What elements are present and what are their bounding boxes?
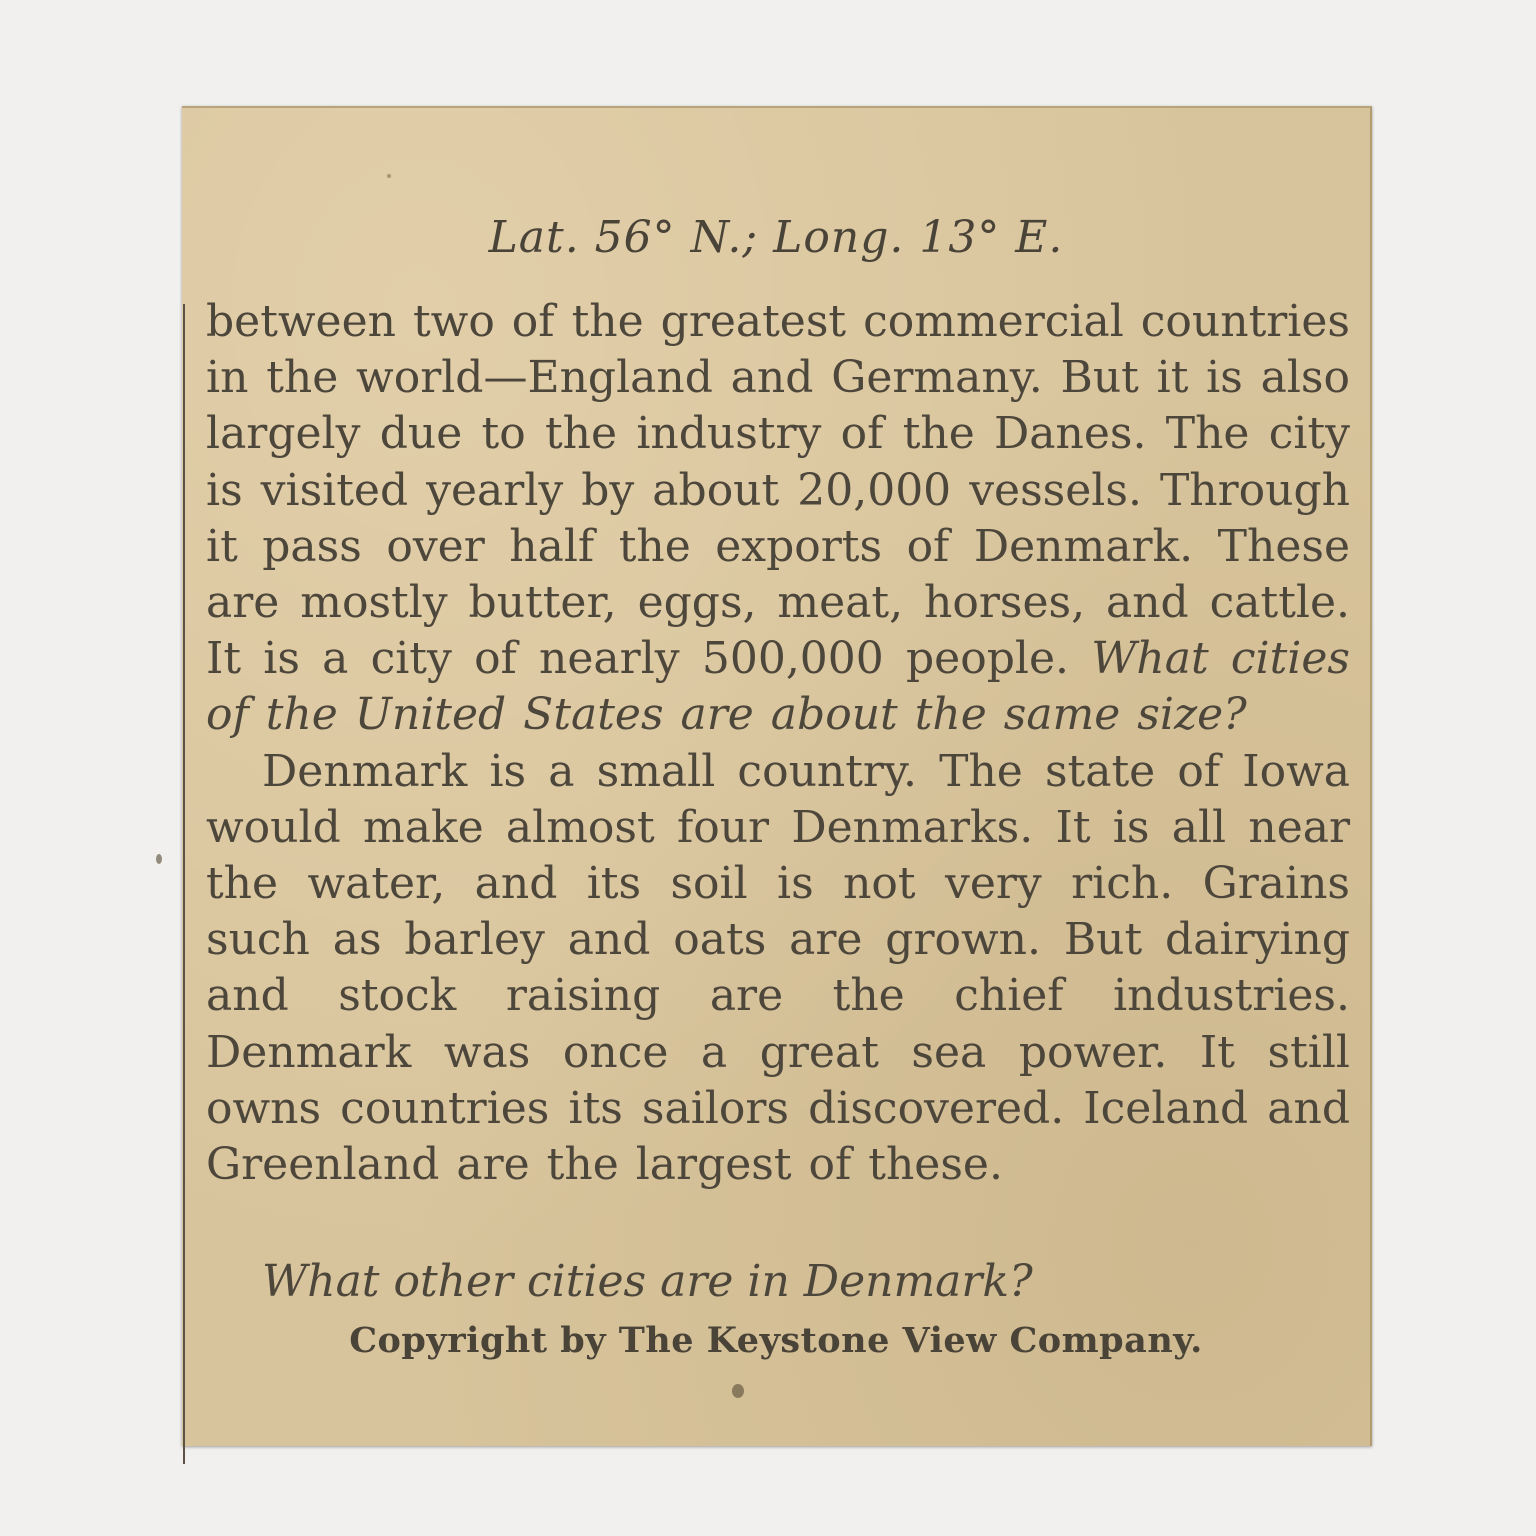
paragraph-one-question: What cities of the United States are about the same size? — [206, 633, 1350, 741]
paragraph-two — [206, 744, 1350, 1194]
paragraph-one — [206, 294, 1350, 744]
paragraph-two-text: Denmark is a small country. The state of Iowa would make almost four Denmarks. It is all near the water, and its soil is not very rich. Grains such as barley and oats are grown. But dairying and stock raising are the chief industries. Denmark was once a great sea power. It still owns countries its sailors discovered. Iceland and Greenland are the largest of these. — [206, 745, 1350, 1191]
paragraph-one-text: between two of the greatest commercial countries in the world—England and Germany. But it is also largely due to the industry of the Danes. The city is visited yearly by about 20,000 vessels. Through it pass over half the exports of Denmark. These are mostly butter, eggs, meat, horses, and cattle. It is a city of nearly 500,000 people. — [206, 296, 1350, 685]
background-speck — [156, 854, 162, 864]
coordinates-heading: Lat. 56° N.; Long. 13° E. — [488, 212, 1064, 263]
paper-speck — [387, 174, 391, 178]
card-body-text — [206, 294, 1350, 1193]
left-margin-rule — [183, 304, 185, 1464]
closing-question: What other cities are in Denmark? — [262, 1256, 1033, 1307]
stereoview-card-back — [182, 106, 1372, 1446]
paper-speck — [732, 1384, 744, 1398]
copyright-notice: Copyright by The Keystone View Company. — [349, 1320, 1203, 1361]
